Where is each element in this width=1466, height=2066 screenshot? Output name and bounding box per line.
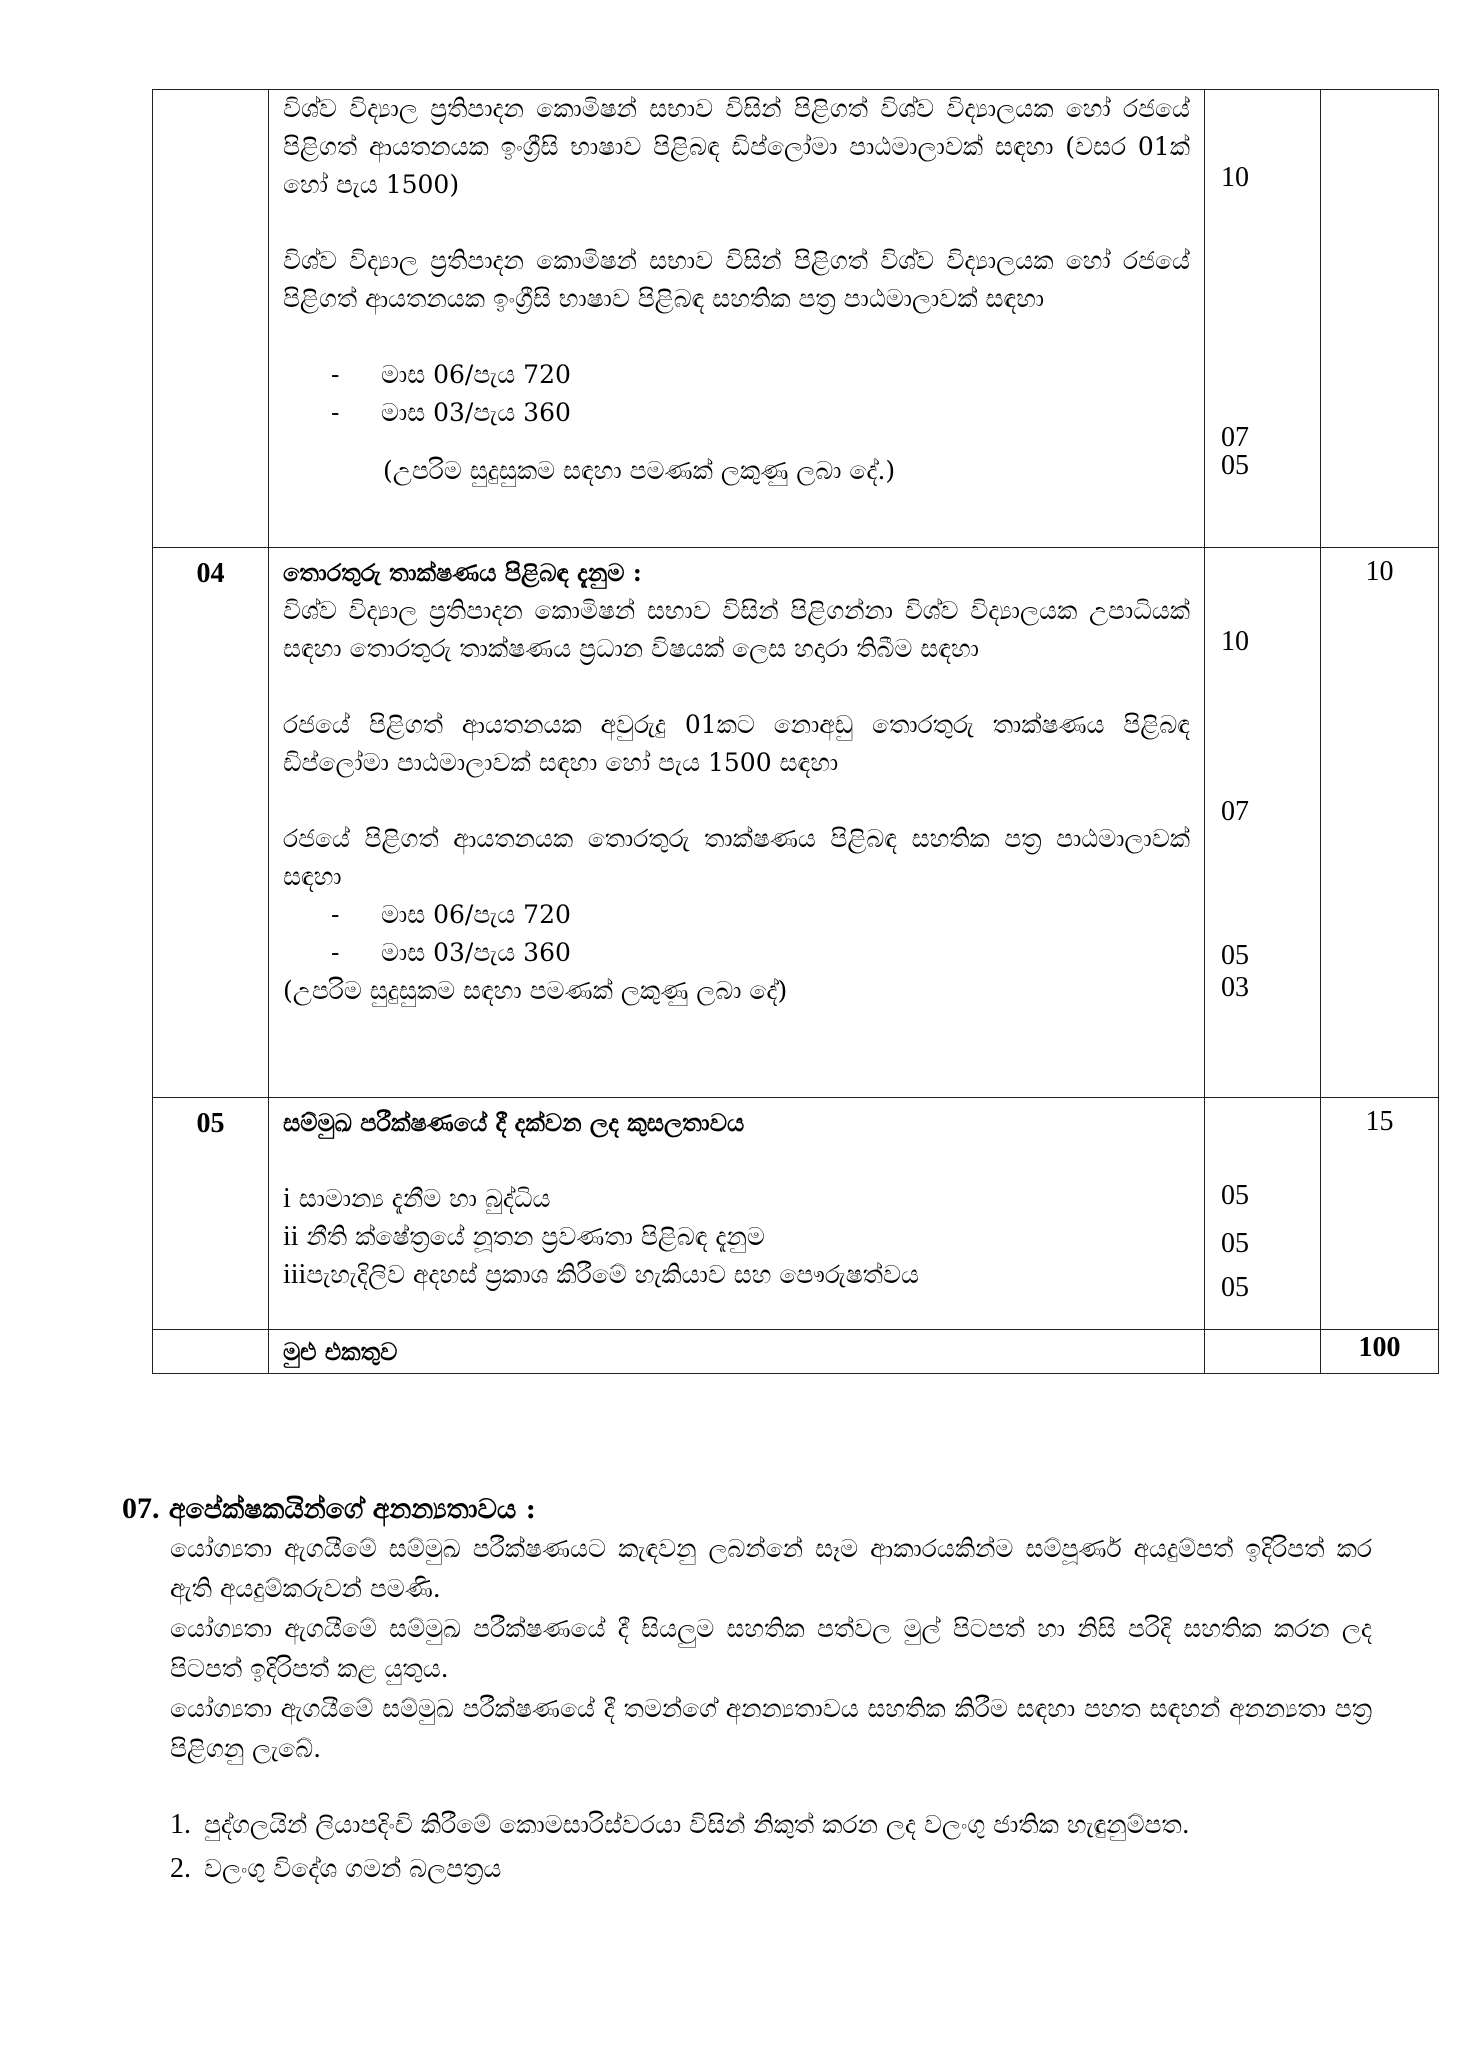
list-item: - මාස 03/පැය 360 (331, 938, 571, 967)
criteria-cell (269, 1098, 1205, 1330)
list-item: - මාස 06/පැය 720 (331, 360, 571, 389)
row-number-cell: 04 (153, 548, 269, 1098)
mark-value: 05 (1221, 1228, 1249, 1259)
list-item: 2. වලංගු විදේශ ගමන් බලපත්‍රය (170, 1853, 502, 1884)
list-item: - මාස 06/පැය 720 (331, 900, 571, 929)
criterion-text: රජයේ පිළිගත් ආයතනයක තොරතුරු තාක්ෂණය පිළිබඳ සහතික පත්‍ර පාඨමාලාවක් සඳහා (283, 824, 1190, 891)
mark-value: 05 (1221, 1180, 1249, 1211)
marks-cell (1205, 1330, 1321, 1374)
total-cell: 15 (1321, 1098, 1439, 1330)
section-title: අපේක්ෂකයින්ගේ අනන්‍යතාවය : (168, 1494, 536, 1525)
list-item: ii නීති ක්ෂේත්‍රයේ නූතන ප්‍රවණතා පිළිබඳ දැනුම (283, 1221, 765, 1252)
list-item: i සාමාන්‍ය දැනීම හා බුද්ධිය (283, 1183, 551, 1214)
total-label: මුළු එකතුව (283, 1337, 398, 1366)
row-number-cell: 05 (153, 1098, 269, 1330)
criteria-cell (269, 1330, 1205, 1374)
section-heading (122, 1490, 1372, 1529)
table-row-total (153, 1330, 1439, 1374)
marks-cell (1205, 548, 1321, 1098)
section-body (170, 1529, 1372, 1769)
row-heading: තොරතුරු තාක්ෂණය පිළිබඳ දැනුම : (283, 558, 642, 587)
paragraph: යෝග්‍යතා ඇගයීමේ සම්මුඛ පරීක්ෂණයේ දී තමන්ගේ අනන්‍යතාවය සහතික කිරීම සඳහා පහත සඳහන් අනන්‍යතා පත්‍ර පිළිගනු ලැබේ. (170, 1694, 1372, 1763)
mark-value: 07 (1221, 796, 1249, 827)
total-cell (1321, 90, 1439, 548)
paragraph: යෝග්‍යතා ඇගයීමේ සම්මුඛ පරීක්ෂණයේ දී සියලුම සහතික පත්වල මුල් පිටපත් හා නිසි පරිදි සහතික කරන ලද පිටපත් ඉදිරිපත් කළ යුතුය. (170, 1614, 1372, 1683)
table-row (153, 90, 1439, 548)
grand-total: 100 (1321, 1330, 1439, 1374)
mark-value: 05 (1221, 940, 1249, 971)
criteria-cell (269, 90, 1205, 548)
list-item: iiiපැහැදිලිව අදහස් ප්‍රකාශ කිරීමේ හැකියාව සහ පෞරුෂත්වය (283, 1259, 919, 1290)
criterion-text: රජයේ පිළිගත් ආයතනයක අවුරුදු 01කට නොඅඩු තොරතුරු තාක්ෂණය පිළිබඳ ඩිප්ලෝමා පාඨමාලාවක් සඳහා හෝ පැය 1500 සඳහා (283, 710, 1190, 777)
list-item: - මාස 03/පැය 360 (331, 398, 571, 427)
marks-cell (1205, 90, 1321, 548)
section-number: 07. (122, 1492, 160, 1525)
criterion-text: විශ්ව විද්‍යාල ප්‍රතිපාදන කොමිෂන් සභාව විසින් පිළිගත් විශ්ව විද්‍යාලයක හෝ රජයේ පිළිගත් ආයතනයක ඉංග්‍රීසි භාෂාව පිළිබඳ සහතික පත්‍ර පාඨමාලාවක් සඳහා (283, 246, 1190, 313)
row-number-cell (153, 1330, 269, 1374)
mark-value: 07 (1221, 422, 1249, 453)
mark-value: 10 (1221, 626, 1249, 657)
total-cell: 10 (1321, 548, 1439, 1098)
criterion-text: විශ්ව විද්‍යාල ප්‍රතිපාදන කොමිෂන් සභාව විසින් පිළිගන්නා විශ්ව විද්‍යාලයක උපාධියක් සඳහා තොරතුරු තාක්ෂණය ප්‍රධාන විෂයක් ලෙස හදාරා තිබීම සඳහා (283, 596, 1190, 663)
mark-value: 10 (1221, 162, 1249, 193)
row-number-cell (153, 90, 269, 548)
section-07 (122, 1490, 1372, 1889)
criteria-cell (269, 548, 1205, 1098)
table-row (153, 548, 1439, 1098)
id-document-list (170, 1805, 1372, 1889)
row-heading: සම්මුඛ පරීක්ෂණයේ දී දක්වන ලද කුසලතාවය (283, 1108, 745, 1137)
paragraph: යෝග්‍යතා ඇගයීමේ සම්මුඛ පරීක්ෂණයට කැඳවනු ලබන්නේ සෑම ආකාරයකින්ම සම්පූර්ණ අයදුම්පත් ඉදිරිපත් කර ඇති අයදුම්කරුවන් පමණි. (170, 1534, 1372, 1603)
mark-value: 05 (1221, 1272, 1249, 1303)
marks-cell (1205, 1098, 1321, 1330)
list-item: 1. පුද්ගලයින් ලියාපදිංචි කිරීමේ කොමසාරිස්වරයා විසින් නිකුත් කරන ලද වලංගු ජාතික හැඳුනුම්පත. (170, 1809, 1190, 1840)
criterion-text: විශ්ව විද්‍යාල ප්‍රතිපාදන කොමිෂන් සභාව විසින් පිළිගත් විශ්ව විද්‍යාලයක හෝ රජයේ පිළිගත් ආයතනයක ඉංග්‍රීසි භාෂාව පිළිබඳ ඩිප්ලෝමා පාඨමාලාවක් සඳහා (වසර 01ක් හෝ පැය 1500) (283, 94, 1190, 199)
mark-value: 03 (1221, 972, 1249, 1003)
note-text: (උපරිම සුදුසුකම සඳහා පමණක් ලකුණු ලබා දේ.) (383, 456, 896, 485)
table-row (153, 1098, 1439, 1330)
mark-value: 05 (1221, 450, 1249, 481)
marks-table (152, 89, 1439, 1374)
note-text: (උපරිම සුදුසුකම සඳහා පමණක් ලකුණු ලබා දේ) (283, 976, 788, 1005)
